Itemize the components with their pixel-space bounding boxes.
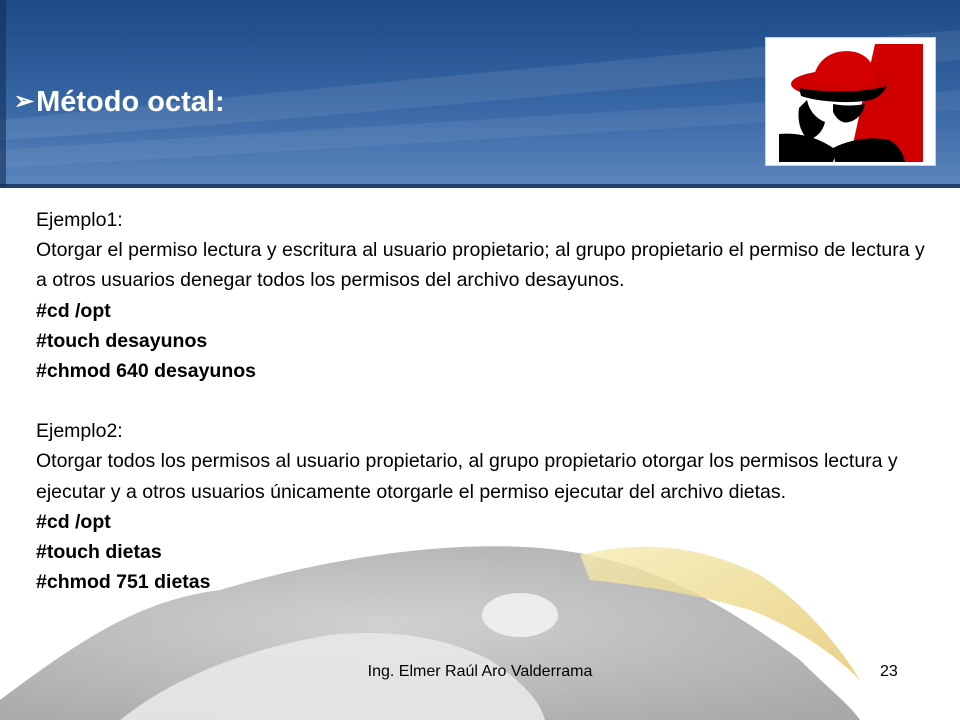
slide-title <box>14 86 225 119</box>
page-number: 23 <box>880 663 898 680</box>
example2-command: #chmod 751 dietas <box>36 571 211 594</box>
slide-body <box>36 205 926 597</box>
example1-command: #touch desayunos <box>36 329 208 352</box>
example1-heading: Ejemplo1: <box>36 209 123 231</box>
redhat-logo <box>765 37 936 166</box>
example2-description: Otorgar todos los permisos al usuario propietario, al grupo propietario otorgar los permisos lectura y ejecutar y a otros usuarios únicamente otorgarle el permiso ejecutar del archivo dietas. <box>36 450 898 503</box>
example2-command: #cd /opt <box>36 510 111 533</box>
example2-command: #touch dietas <box>36 541 162 564</box>
redhat-shadowman-icon <box>779 44 923 162</box>
example2-heading: Ejemplo2: <box>36 420 123 443</box>
paragraph-spacer <box>36 386 926 416</box>
example1-description: Otorgar el permiso lectura y escritura al usuario propietario; al grupo propietario el permiso de lectura y a otros usuarios denegar todos los permisos del archivo desayunos. <box>36 239 925 292</box>
example1-command: #cd /opt <box>36 299 111 322</box>
footer-author: Ing. Elmer Raúl Aro Valderrama <box>367 663 593 680</box>
slide-title-text: Método octal: <box>36 86 225 118</box>
example1-command: #chmod 640 desayunos <box>36 360 257 383</box>
arrow-bullet-icon: ➢ <box>14 88 35 115</box>
